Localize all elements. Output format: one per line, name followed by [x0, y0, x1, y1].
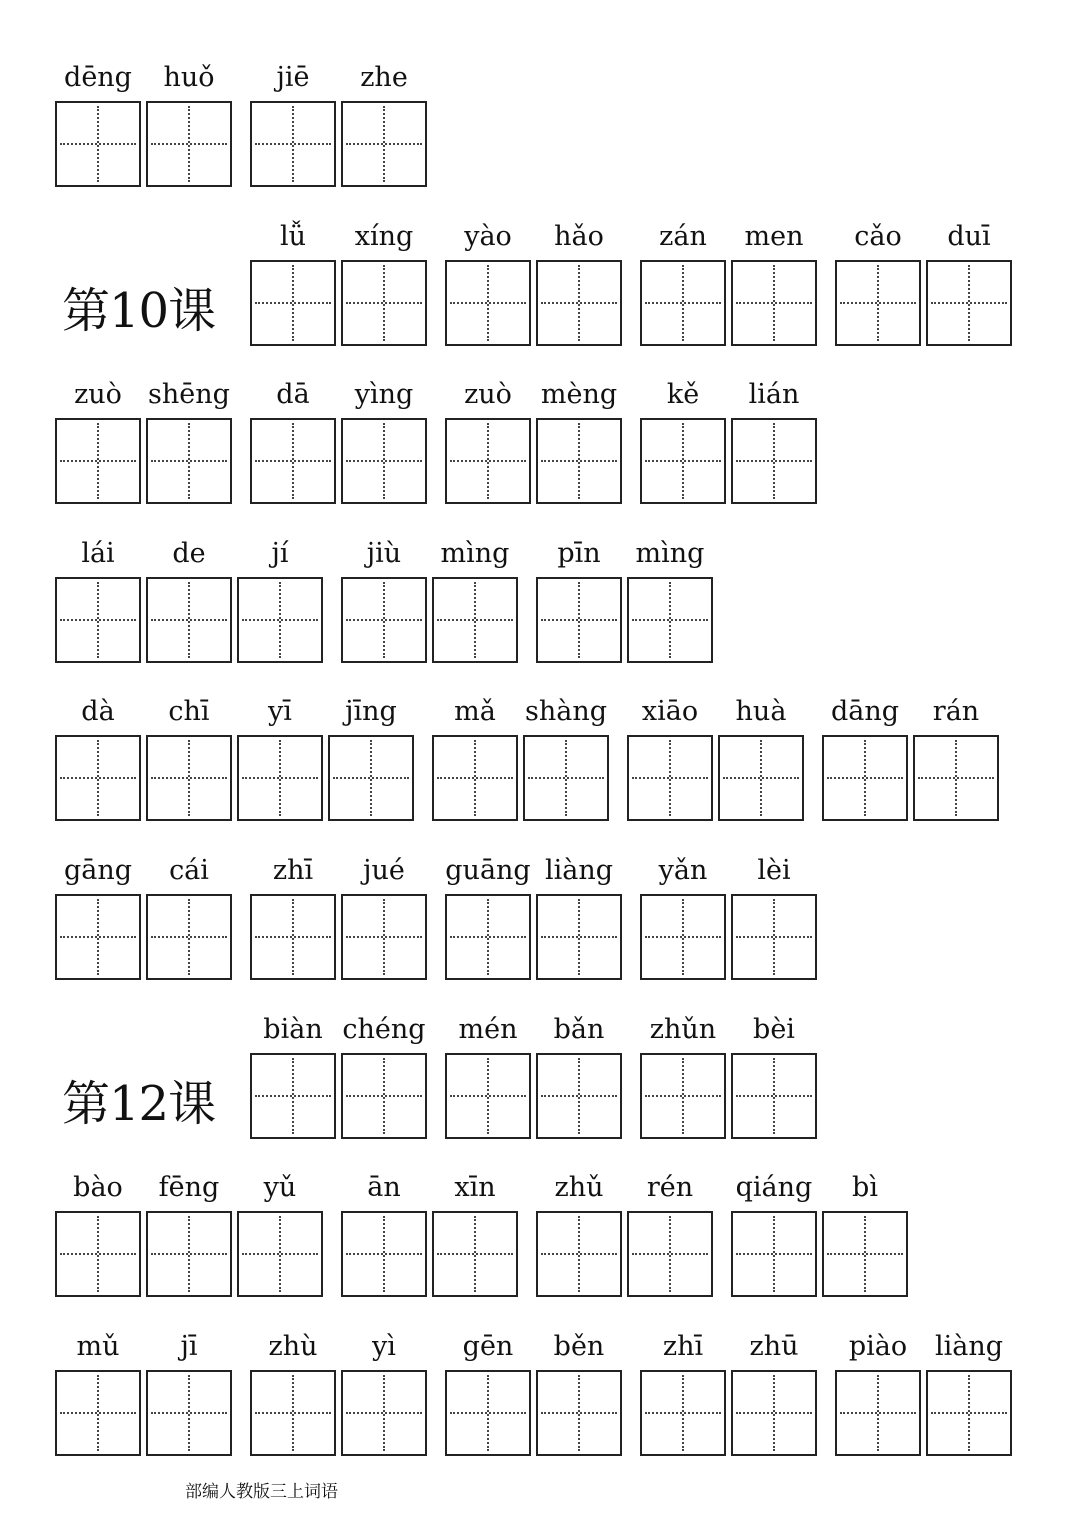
grid-guide-horizontal [346, 1095, 422, 1097]
grid-guide-horizontal [632, 777, 708, 779]
grid-guide-horizontal [840, 302, 916, 304]
pinyin-label: yào [464, 220, 512, 252]
pinyin-label: yì [372, 1330, 396, 1362]
pinyin-label: kě [666, 379, 700, 411]
grid-guide-horizontal [645, 1095, 721, 1097]
grid-guide-horizontal [60, 777, 136, 779]
writing-grid-cell[interactable] [237, 1211, 323, 1297]
grid-guide-horizontal [242, 777, 318, 779]
grid-guide-horizontal [736, 1095, 812, 1097]
grid-guide-horizontal [918, 777, 994, 779]
grid-guide-horizontal [450, 1095, 526, 1097]
pinyin-label: cái [169, 855, 209, 886]
writing-grid-cell[interactable] [913, 735, 999, 821]
pinyin-label: hǎo [554, 220, 604, 252]
pinyin-label: liàng [934, 1330, 1004, 1362]
writing-grid-cell[interactable] [822, 1211, 908, 1297]
writing-grid-cell[interactable] [445, 418, 531, 504]
grid-guide-horizontal [60, 460, 136, 462]
grid-guide-horizontal [632, 619, 708, 621]
word-row [0, 375, 1080, 505]
writing-grid-cell[interactable] [341, 894, 427, 980]
writing-grid-cell[interactable] [146, 577, 232, 663]
writing-grid-cell[interactable] [731, 260, 817, 346]
pinyin-label: yī [268, 696, 292, 728]
writing-grid-cell[interactable] [536, 894, 622, 980]
grid-guide-horizontal [255, 143, 331, 145]
pinyin-label: bèi [753, 1013, 795, 1045]
grid-guide-horizontal [346, 619, 422, 621]
grid-guide-horizontal [437, 777, 513, 779]
writing-grid-cell[interactable] [536, 418, 622, 504]
grid-guide-horizontal [541, 1095, 617, 1097]
writing-grid-cell[interactable] [432, 735, 518, 821]
pinyin-label: de [172, 537, 206, 569]
pinyin-label: shàng [524, 696, 607, 728]
grid-guide-horizontal [346, 302, 422, 304]
pinyin-label: bǎn [553, 1013, 605, 1045]
pinyin-label: mìng [440, 537, 510, 569]
writing-grid-cell[interactable] [536, 1211, 622, 1297]
pinyin-label: dā [276, 379, 310, 411]
pinyin-label: gēn [462, 1330, 514, 1362]
word-row [0, 534, 1080, 664]
grid-guide-horizontal [242, 1253, 318, 1255]
pinyin-label: chéng [342, 1013, 426, 1045]
writing-grid-cell[interactable] [55, 101, 141, 187]
writing-grid-cell[interactable] [341, 1053, 427, 1139]
pinyin-label: zán [659, 220, 707, 252]
grid-guide-horizontal [255, 302, 331, 304]
pinyin-label: biàn [263, 1013, 323, 1045]
writing-grid-cell[interactable] [445, 894, 531, 980]
writing-grid-cell[interactable] [146, 418, 232, 504]
writing-grid-cell[interactable] [341, 418, 427, 504]
pinyin-label: guāng [445, 855, 531, 886]
pinyin-label: zuò [464, 379, 512, 411]
grid-guide-horizontal [827, 1253, 903, 1255]
grid-guide-horizontal [255, 936, 331, 938]
grid-guide-horizontal [736, 460, 812, 462]
pinyin-label: mìng [635, 537, 705, 569]
grid-guide-horizontal [437, 619, 513, 621]
pinyin-label: pīn [557, 537, 601, 569]
pinyin-label: lèi [757, 855, 791, 886]
grid-guide-horizontal [541, 1412, 617, 1414]
writing-grid-cell[interactable] [731, 1370, 817, 1456]
pinyin-label: dà [81, 696, 115, 728]
grid-guide-horizontal [346, 460, 422, 462]
pinyin-label: zuò [74, 379, 122, 411]
pinyin-label: mèng [540, 379, 618, 411]
pinyin-label: xiāo [641, 696, 699, 728]
writing-grid-cell[interactable] [341, 260, 427, 346]
writing-grid-cell[interactable] [926, 1370, 1012, 1456]
writing-grid-cell[interactable] [822, 735, 908, 821]
pinyin-label: men [744, 220, 804, 252]
pinyin-label: xíng [354, 220, 414, 252]
writing-grid-cell[interactable] [445, 1370, 531, 1456]
grid-guide-horizontal [151, 936, 227, 938]
writing-grid-cell[interactable] [341, 1370, 427, 1456]
writing-grid-cell[interactable] [146, 1211, 232, 1297]
grid-guide-horizontal [60, 1412, 136, 1414]
grid-guide-horizontal [840, 1412, 916, 1414]
grid-guide-horizontal [151, 460, 227, 462]
writing-grid-cell[interactable] [55, 1211, 141, 1297]
grid-guide-horizontal [450, 302, 526, 304]
writing-grid-cell[interactable] [731, 1053, 817, 1139]
writing-grid-cell[interactable] [55, 735, 141, 821]
writing-grid-cell[interactable] [640, 894, 726, 980]
pinyin-label: lián [748, 379, 800, 411]
grid-guide-horizontal [736, 1412, 812, 1414]
grid-guide-horizontal [151, 619, 227, 621]
grid-guide-horizontal [346, 143, 422, 145]
grid-guide-horizontal [736, 936, 812, 938]
writing-grid-cell[interactable] [250, 418, 336, 504]
word-row [0, 58, 1080, 188]
writing-grid-cell[interactable] [250, 1053, 336, 1139]
pinyin-label: rén [646, 1172, 694, 1204]
writing-grid-cell[interactable] [627, 1211, 713, 1297]
pinyin-label: mén [458, 1013, 518, 1045]
writing-grid-cell[interactable] [536, 1370, 622, 1456]
grid-guide-horizontal [450, 1412, 526, 1414]
grid-guide-horizontal [931, 1412, 1007, 1414]
writing-grid-cell[interactable] [432, 1211, 518, 1297]
pinyin-label: fēng [158, 1172, 220, 1204]
grid-guide-horizontal [645, 936, 721, 938]
writing-grid-cell[interactable] [926, 260, 1012, 346]
pinyin-label: zhī [272, 855, 314, 886]
writing-grid-cell[interactable] [432, 577, 518, 663]
pinyin-label: zhū [749, 1330, 799, 1362]
writing-grid-cell[interactable] [731, 418, 817, 504]
grid-guide-horizontal [60, 936, 136, 938]
grid-guide-horizontal [346, 1412, 422, 1414]
writing-grid-cell[interactable] [640, 1370, 726, 1456]
grid-guide-horizontal [541, 936, 617, 938]
grid-guide-horizontal [151, 777, 227, 779]
grid-guide-horizontal [736, 1253, 812, 1255]
pinyin-label: jué [363, 855, 405, 886]
pinyin-label: piào [848, 1330, 908, 1362]
writing-grid-cell[interactable] [640, 1053, 726, 1139]
pinyin-label: zhù [268, 1330, 318, 1362]
writing-grid-cell[interactable] [718, 735, 804, 821]
grid-guide-horizontal [645, 1412, 721, 1414]
writing-grid-cell[interactable] [237, 735, 323, 821]
pinyin-label: cǎo [854, 220, 902, 252]
writing-grid-cell[interactable] [731, 894, 817, 980]
pinyin-label: huǒ [163, 62, 215, 93]
writing-grid-cell[interactable] [523, 735, 609, 821]
pinyin-label: jiù [366, 537, 402, 569]
grid-guide-horizontal [541, 302, 617, 304]
lesson-title: 第12课 [62, 1075, 216, 1132]
writing-grid-cell[interactable] [55, 577, 141, 663]
pinyin-label: qiáng [735, 1172, 813, 1204]
pinyin-label: zhǔ [554, 1172, 604, 1204]
pinyin-label: bì [852, 1172, 878, 1204]
grid-guide-horizontal [541, 619, 617, 621]
writing-grid-cell[interactable] [627, 577, 713, 663]
pinyin-label: rán [932, 696, 980, 728]
word-row [0, 217, 1080, 347]
writing-grid-cell[interactable] [640, 260, 726, 346]
word-row [0, 1010, 1080, 1140]
word-row [0, 692, 1080, 822]
writing-grid-cell[interactable] [55, 1370, 141, 1456]
grid-guide-horizontal [151, 1412, 227, 1414]
grid-guide-horizontal [60, 143, 136, 145]
pinyin-label: lái [81, 537, 115, 569]
grid-guide-horizontal [645, 302, 721, 304]
pinyin-label: mǔ [76, 1330, 120, 1362]
writing-grid-cell[interactable] [55, 418, 141, 504]
pinyin-label: yǎn [658, 855, 708, 886]
grid-guide-horizontal [333, 777, 409, 779]
grid-guide-horizontal [346, 936, 422, 938]
writing-grid-cell[interactable] [250, 260, 336, 346]
writing-grid-cell[interactable] [146, 735, 232, 821]
writing-grid-cell[interactable] [536, 577, 622, 663]
writing-grid-cell[interactable] [640, 418, 726, 504]
writing-grid-cell[interactable] [341, 101, 427, 187]
writing-grid-cell[interactable] [627, 735, 713, 821]
pinyin-label: jī [180, 1330, 198, 1362]
writing-grid-cell[interactable] [250, 1370, 336, 1456]
grid-guide-horizontal [723, 777, 799, 779]
pinyin-label: dāng [830, 696, 900, 728]
grid-guide-horizontal [450, 936, 526, 938]
grid-guide-horizontal [736, 302, 812, 304]
grid-guide-horizontal [437, 1253, 513, 1255]
pinyin-label: zhǔn [649, 1013, 717, 1045]
pinyin-label: zhī [662, 1330, 704, 1362]
pinyin-label: duī [947, 220, 991, 252]
grid-guide-horizontal [242, 619, 318, 621]
writing-grid-cell[interactable] [328, 735, 414, 821]
grid-guide-horizontal [450, 460, 526, 462]
writing-grid-cell[interactable] [536, 260, 622, 346]
writing-grid-cell[interactable] [250, 101, 336, 187]
writing-grid-cell[interactable] [445, 1053, 531, 1139]
pinyin-label: chī [168, 696, 210, 728]
grid-guide-horizontal [645, 460, 721, 462]
pinyin-label: liàng [544, 855, 614, 886]
grid-guide-horizontal [255, 1412, 331, 1414]
pinyin-label: dēng [64, 62, 132, 93]
pinyin-label: zhe [360, 62, 408, 93]
writing-grid-cell[interactable] [835, 1370, 921, 1456]
grid-guide-horizontal [255, 1095, 331, 1097]
pinyin-label: huà [735, 696, 787, 728]
writing-grid-cell[interactable] [341, 577, 427, 663]
pinyin-label: lǚ [279, 220, 307, 252]
writing-grid-cell[interactable] [146, 101, 232, 187]
pinyin-label: ān [367, 1172, 401, 1204]
pinyin-label: gāng [63, 855, 133, 886]
grid-guide-horizontal [528, 777, 604, 779]
pinyin-label: bào [73, 1172, 123, 1204]
writing-grid-cell[interactable] [237, 577, 323, 663]
grid-guide-horizontal [151, 1253, 227, 1255]
word-row [0, 1168, 1080, 1298]
writing-grid-cell[interactable] [445, 260, 531, 346]
grid-guide-horizontal [60, 619, 136, 621]
pinyin-label: shēng [148, 379, 230, 411]
writing-grid-cell[interactable] [835, 260, 921, 346]
word-row [0, 851, 1080, 981]
lesson-title: 第10课 [62, 282, 216, 339]
writing-grid-cell[interactable] [146, 894, 232, 980]
grid-guide-horizontal [632, 1253, 708, 1255]
grid-guide-horizontal [346, 1253, 422, 1255]
pinyin-label: běn [553, 1330, 605, 1362]
writing-grid-cell[interactable] [731, 1211, 817, 1297]
pinyin-label: jí [271, 537, 289, 569]
writing-grid-cell[interactable] [250, 894, 336, 980]
pinyin-label: mǎ [454, 696, 496, 728]
writing-grid-cell[interactable] [536, 1053, 622, 1139]
grid-guide-horizontal [151, 143, 227, 145]
pinyin-label: jīng [345, 696, 397, 728]
grid-guide-horizontal [541, 1253, 617, 1255]
word-row [0, 1327, 1080, 1457]
grid-guide-horizontal [255, 460, 331, 462]
pinyin-label: xīn [454, 1172, 496, 1204]
writing-grid-cell[interactable] [146, 1370, 232, 1456]
writing-grid-cell[interactable] [341, 1211, 427, 1297]
grid-guide-horizontal [827, 777, 903, 779]
footer-caption: 部编人教版三上词语 [185, 1482, 338, 1502]
pinyin-label: jiē [276, 62, 310, 93]
grid-guide-horizontal [931, 302, 1007, 304]
pinyin-label: yìng [354, 379, 414, 411]
grid-guide-horizontal [60, 1253, 136, 1255]
writing-grid-cell[interactable] [55, 894, 141, 980]
pinyin-label: yǔ [263, 1172, 297, 1204]
grid-guide-horizontal [541, 460, 617, 462]
